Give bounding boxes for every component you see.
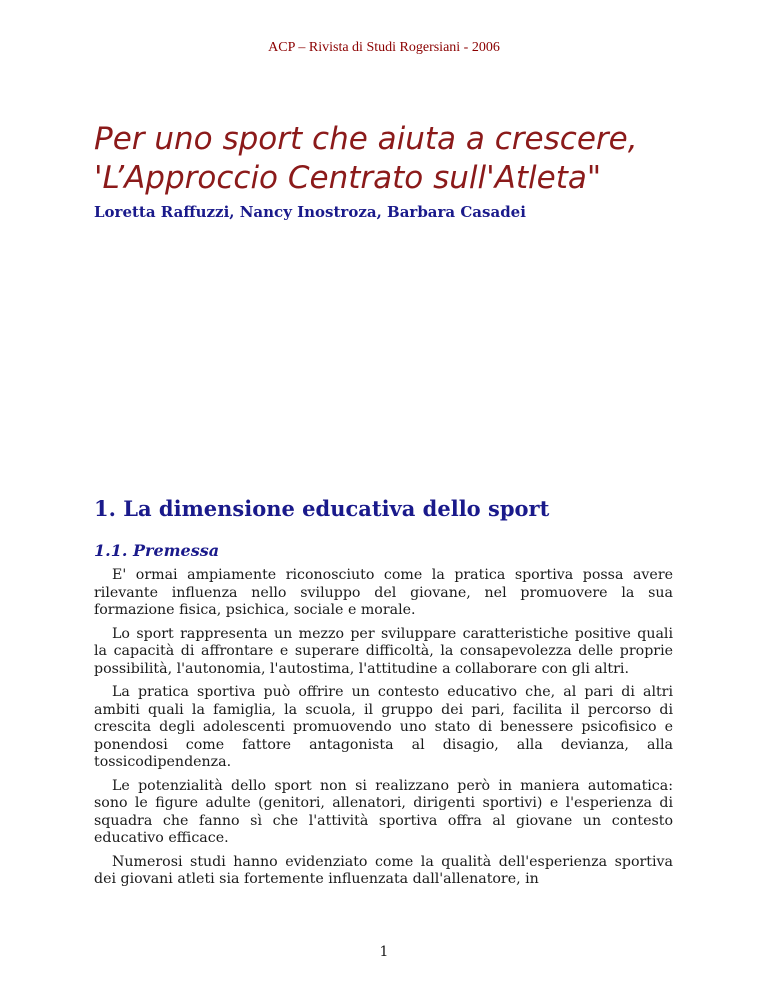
body-text [94, 567, 673, 895]
section-heading: 1. La dimensione educativa dello sport [94, 496, 550, 521]
running-header: ACP – Rivista di Studi Rogersiani - 2006 [268, 40, 500, 55]
paragraph: La pratica sportiva può offrire un contesto educativo che, al pari di altri ambiti quali la famiglia, la scuola, il gruppo dei pari, facilita il percorso di crescita degli adolescenti promuovendo uno stato di benessere psicofisico e ponendosi come fattore antagonista al disagio, alla devianza, alla tossicodipendenza. [94, 684, 673, 770]
subsection-heading: 1.1. Premessa [94, 541, 220, 560]
paragraph: Lo sport rappresenta un mezzo per sviluppare caratteristiche positive quali la capacità di affrontare e superare difficoltà, la consapevolezza delle proprie possibilità, l'autonomia, l'autostima, l'attitudine a collaborare con gli altri. [94, 625, 673, 677]
article-title-line-2: 'L’Approccio Centrato sull'Atleta" [94, 160, 602, 196]
article-title-line-1: Per uno sport che aiuta a crescere, [94, 121, 638, 157]
paragraph: E' ormai ampiamente riconosciuto come la pratica sportiva possa avere rilevante influenza nello sviluppo del giovane, nel promuovere la sua formazione fisica, psichica, sociale e morale. [94, 567, 673, 618]
page-number: 1 [379, 944, 389, 960]
authors: Loretta Raffuzzi, Nancy Inostroza, Barbara Casadei [94, 203, 526, 221]
article-title [94, 120, 734, 198]
paragraph: Numerosi studi hanno evidenziato come la qualità dell'esperienza sportiva dei giovani atleti sia fortemente influenzata dall'allenatore, in [94, 853, 673, 887]
paragraph: Le potenzialità dello sport non si realizzano però in maniera automatica: sono le figure adulte (genitori, allenatori, dirigenti sportivi) e l'esperienza di squadra che fanno sì che l'attività sportiva offra al giovane un contesto educativo efficace. [94, 777, 673, 846]
